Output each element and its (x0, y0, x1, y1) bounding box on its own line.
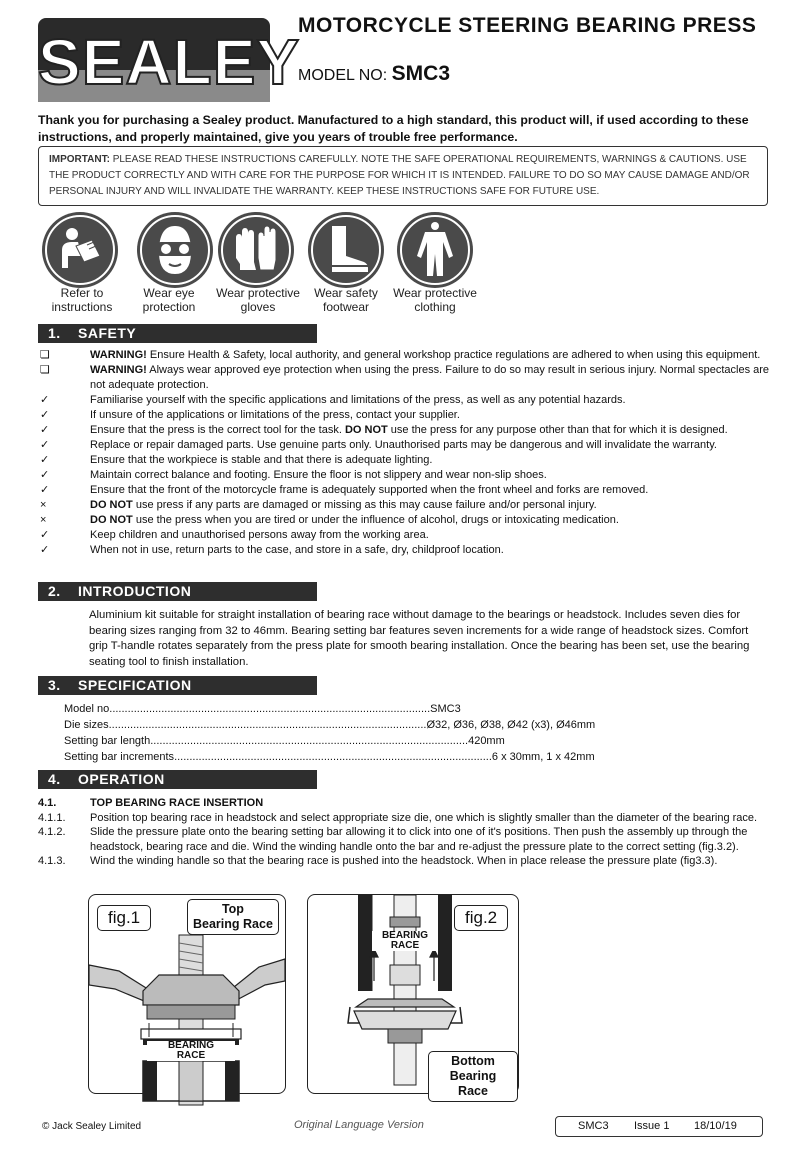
list-item: ✓ Ensure that the press is the correct tool for the task. DO NOT use the press for any purpose other than that for which it is designed. (40, 424, 728, 436)
pictogram-label: Wear eye protection (142, 286, 196, 314)
copyright-text: © Jack Sealey Limited (42, 1121, 142, 1132)
section-header-operation: 4. OPERATION (38, 770, 317, 789)
read-instructions-icon (42, 212, 118, 288)
figure-1 (88, 894, 286, 1094)
figure-2 (307, 894, 519, 1098)
pictogram-label: Wear protective clothing (393, 286, 477, 314)
language-version: Original Language Version (294, 1119, 424, 1131)
section-header-introduction: 2. INTRODUCTION (38, 582, 317, 601)
section-header-specification: 3. SPECIFICATION (38, 676, 317, 695)
list-item: ✓ Replace or repair damaged parts. Use genuine parts only. Unauthorised parts may be dangerous and will invalidate the warranty. (40, 439, 717, 451)
pictogram-label: Refer to instructions (51, 286, 113, 314)
list-item: ✓ Maintain correct balance and footing. Ensure the floor is not slippery and wear non-slip shoes. (40, 469, 547, 481)
intro-paragraph: Thank you for purchasing a Sealey product. Manufactured to a high standard, this product will, if used according to these instructions, and properly maintained, give you years of trouble free performance. (38, 113, 749, 144)
figure-1-label: fig.1 (97, 905, 151, 931)
footer-issue: Issue 1 (634, 1120, 670, 1132)
list-item: × DO NOT use press if any parts are damaged or missing as this may cause failure and/or personal injury. (40, 499, 597, 511)
list-item: ❏ WARNING! Ensure Health & Safety, local authority, and general workshop practice regulations are adhered to when using this equipment. (40, 349, 761, 361)
overalls-icon (397, 212, 473, 288)
list-item: 4.1.2. Slide the pressure plate onto the bearing setting bar allowing it to click into one of it's positions. Then push the assembly up through the headstock, bearing race and die. Wind the winding handle onto the bar and re-adjust the pressure plate to the correct setting (fig.3.2). (38, 826, 748, 853)
list-item: ✓ If unsure of the applications or limitations of the press, contact your supplier. (40, 409, 460, 421)
subsection-heading: 4.1. TOP BEARING RACE INSERTION (38, 797, 264, 809)
list-item: ✓ Keep children and unauthorised persons away from the working area. (40, 529, 429, 541)
specification-table (64, 701, 596, 765)
document-info-box (555, 1116, 763, 1137)
model-number: SMC3 (391, 62, 451, 85)
introduction-text: Aluminium kit suitable for straight installation of bearing race without damage to the bearings or headstock. Includes seven dies for bearing sizes ranging from 32 to 46mm. Bearing setting bar features seven increments for a wide range of headstock sizes. Comfort grip T-handle rotates separately from the press plate for smooth bearing installation. Once the bearing has been set, use the bearing seating tool to finish installation. (89, 609, 750, 668)
figure-2-label: fig.2 (454, 905, 508, 931)
spec-row: Die sizes ........................................................................................................ Ø32, Ø36, Ø38, Ø42 (x3), Ø46mm (64, 719, 596, 731)
safety-list (38, 348, 778, 558)
list-item: ✓ Ensure that the workpiece is stable and that there is adequate lighting. (40, 454, 433, 466)
page-title: MOTORCYCLE STEERING BEARING PRESS (298, 14, 757, 37)
figure-2-part-label: BEARING RACE (372, 931, 438, 951)
important-label: IMPORTANT: (49, 154, 110, 165)
spec-row: Model no. ........................................................................................................ SMC3 (64, 703, 461, 715)
list-item: × DO NOT use the press when you are tired or under the influence of alcohol, drugs or intoxicating medication. (40, 514, 619, 526)
list-item: 4.1.1. Position top bearing race in headstock and select appropriate size die, one which is slightly smaller than the diameter of the bearing race. (38, 811, 758, 824)
footer-model: SMC3 (578, 1120, 609, 1132)
spec-row: Setting bar length ........................................................................................................ 420mm (64, 735, 505, 747)
list-item: ✓ Ensure that the front of the motorcycle frame is adequately supported when the front wheel and forks are removed. (40, 484, 649, 496)
logo-text: SEALEY (38, 26, 301, 98)
section-header-safety: 1. SAFETY (38, 324, 317, 343)
important-text: PLEASE READ THESE INSTRUCTIONS CAREFULLY. NOTE THE SAFE OPERATIONAL REQUIREMENTS, WARNINGS & CAUTIONS. USE THE PRODUCT CORRECTLY AND WITH CARE FOR THE PURPOSE FOR WHICH IT IS INTENDED. FAILURE TO DO SO MAY CAUSE DAMAGE AND/OR PERSONAL INJURY AND WILL INVALIDATE THE WARRANTY. KEEP THESE INSTRUCTIONS SAFE FOR FUTURE USE. (49, 154, 750, 197)
footer-date: 18/10/19 (694, 1120, 737, 1132)
figure-1-part-label: BEARING RACE (147, 1041, 235, 1061)
list-item: 4.1.3. Wind the winding handle so that the bearing race is pushed into the headstock. When in place release the pressure plate (fig3.3). (38, 855, 718, 867)
gloves-icon (218, 212, 294, 288)
figure-2-callout: Bottom Bearing Race (428, 1051, 518, 1102)
safety-boot-icon (308, 212, 384, 288)
sealey-logo (38, 18, 301, 102)
list-item: ✓ Familiarise yourself with the specific applications and limitations of the press, as well as any potential hazards. (40, 394, 626, 406)
model-label: MODEL NO: (298, 67, 388, 84)
eye-protection-icon (137, 212, 213, 288)
spec-row: Setting bar increments ........................................................................................................ 6 x 30mm, 1 x 42mm (64, 751, 595, 763)
operation-steps (38, 796, 772, 869)
model-number-line (298, 62, 450, 86)
pictogram-label: Wear protective gloves (216, 286, 300, 314)
pictogram-label: Wear safety footwear (314, 286, 378, 314)
important-notice (38, 146, 768, 206)
figure-1-callout: Top Bearing Race (187, 899, 279, 935)
list-item: ❏ WARNING! Always wear approved eye protection when using the press. Failure to do so may result in serious injury. Normal spectacles are not adequate protection. (40, 364, 770, 391)
list-item: ✓ When not in use, return parts to the case, and store in a safe, dry, childproof location. (40, 544, 504, 556)
